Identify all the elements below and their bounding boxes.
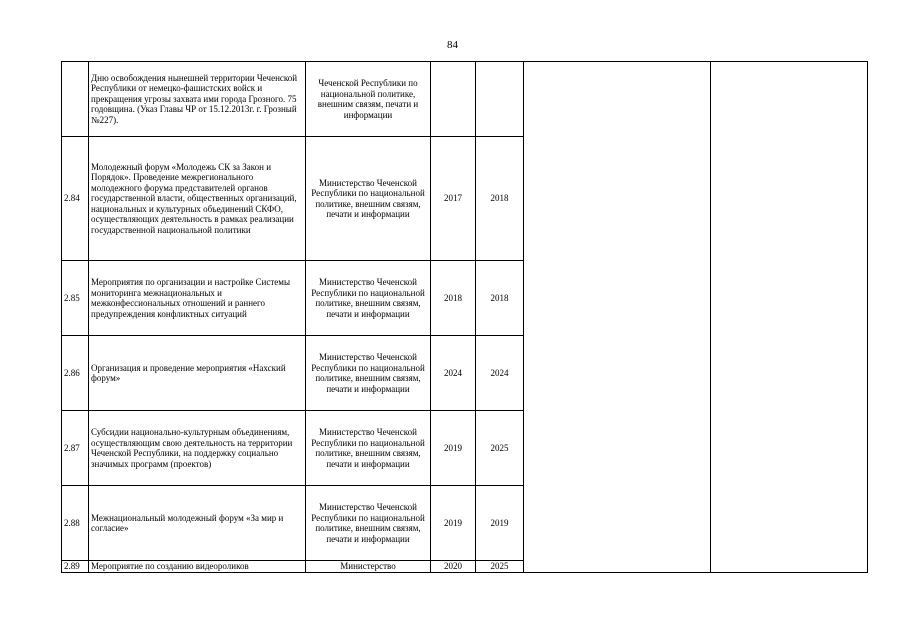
row-number: 2.84 — [62, 137, 89, 261]
executor: Министерство Чеченской Республики по национальной политике, внешним связям, печати и информации — [306, 261, 431, 336]
row-number — [62, 62, 89, 137]
start-year: 2017 — [431, 137, 476, 261]
executor: Министерство Чеченской Республики по национальной политике, внешним связям, печати и информации — [306, 137, 431, 261]
executor: Министерство — [306, 561, 431, 573]
row-number: 2.86 — [62, 336, 89, 411]
executor: Министерство Чеченской Республики по национальной политике, внешним связям, печати и информации — [306, 336, 431, 411]
start-year — [431, 62, 476, 137]
empty-column-2 — [711, 62, 868, 573]
event-name: Молодежный форум «Молодежь СК за Закон и Порядок». Проведение межрегионального молодежного форума представителей органов государственной власти, общественных организаций, национальных и культурных объединений СКФО, осуществляющих деятельность в рамках реализации государственной национальной политики — [89, 137, 306, 261]
end-year — [476, 62, 524, 137]
event-name: Межнациональный молодежный форум «За мир и согласие» — [89, 486, 306, 561]
end-year: 2024 — [476, 336, 524, 411]
end-year: 2018 — [476, 137, 524, 261]
end-year: 2018 — [476, 261, 524, 336]
end-year: 2025 — [476, 411, 524, 486]
page-number: 84 — [447, 39, 458, 51]
row-number: 2.88 — [62, 486, 89, 561]
row-number: 2.87 — [62, 411, 89, 486]
empty-column-1 — [524, 62, 711, 573]
start-year: 2018 — [431, 261, 476, 336]
table-row — [62, 62, 868, 137]
event-name: Дню освобождения нынешней территории Чеченской Республики от немецко-фашистских войск и прекращения угрозы захвата ими города Грозного. 75 годовщина. (Указ Главы ЧР от 15.12.2013г. г. Грозный №227). — [89, 62, 306, 137]
row-number: 2.89 — [62, 561, 89, 573]
event-name: Субсидии национально-культурным объединениям, осуществляющим свою деятельность на территории Чеченской Республики, на поддержку социально значимых программ (проектов) — [89, 411, 306, 486]
start-year: 2019 — [431, 486, 476, 561]
start-year: 2024 — [431, 336, 476, 411]
row-number: 2.85 — [62, 261, 89, 336]
executor: Чеченской Республики по национальной политике, внешним связям, печати и информации — [306, 62, 431, 137]
end-year: 2019 — [476, 486, 524, 561]
executor: Министерство Чеченской Республики по национальной политике, внешним связям, печати и информации — [306, 411, 431, 486]
start-year: 2020 — [431, 561, 476, 573]
event-name: Мероприятие по созданию видеороликов — [89, 561, 306, 573]
start-year: 2019 — [431, 411, 476, 486]
event-name: Организация и проведение мероприятия «Нахский форум» — [89, 336, 306, 411]
event-name: Мероприятия по организации и настройке Системы мониторинга межнациональных и межконфессиональных отношений и раннего предупреждения конфликтных ситуаций — [89, 261, 306, 336]
end-year: 2025 — [476, 561, 524, 573]
activities-table — [61, 61, 868, 573]
executor: Министерство Чеченской Республики по национальной политике, внешним связям, печати и информации — [306, 486, 431, 561]
